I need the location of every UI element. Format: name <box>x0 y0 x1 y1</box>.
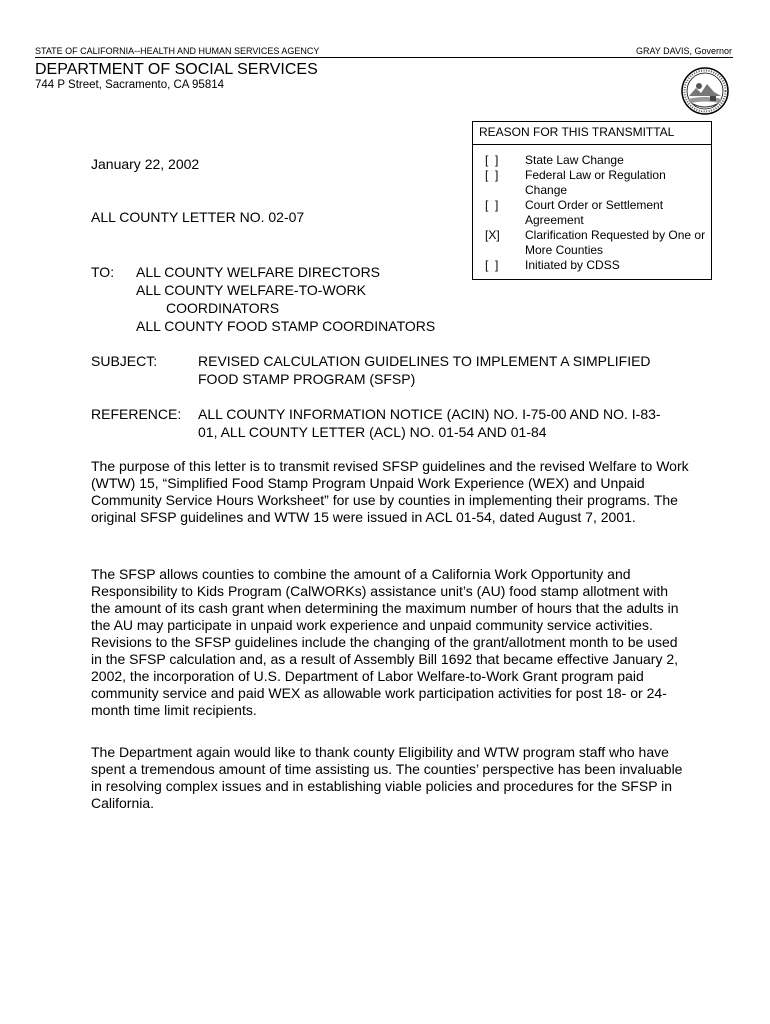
department-name: DEPARTMENT OF SOCIAL SERVICES <box>35 61 318 78</box>
recipient-list <box>136 263 435 335</box>
reason-label: Initiated by CDSS <box>525 258 620 272</box>
reference-label: REFERENCE: <box>91 406 182 422</box>
reason-checkbox: [X] <box>485 228 500 242</box>
reason-label: Federal Law or Regulation Change <box>525 168 666 197</box>
body-paragraph-sfsp: The SFSP allows counties to combine the amount of a California Work Opportunity and Responsibility to Kids Program (CalWORKs) assistance unit’s (AU) food stamp allotment with the amount of its cash grant when determining the maximum number of hours that the adults in the AU may participate in unpaid work experience and unpaid community service activities. Revisions to the SFSP guidelines include the changing of the grant/allotment month to be used in the SFSP calculation and, as a result of Assembly Bill 1692 that became effective January 2, 2002, the incorporation of U.S. Department of Labor Welfare-to-Work Grant program paid community service and paid WEX as allowable work participation activities for post 18- or 24-month time limit recipients. <box>91 566 679 718</box>
reason-for-transmittal-box <box>472 121 712 280</box>
governor-name: GRAY DAVIS, Governor <box>635 46 732 56</box>
reason-checkbox: [ ] <box>485 258 499 272</box>
letter-number: ALL COUNTY LETTER NO. 02-07 <box>91 209 305 225</box>
subject-label: SUBJECT: <box>91 353 158 369</box>
recipient-line: ALL COUNTY WELFARE DIRECTORS <box>136 264 381 280</box>
reason-checkbox: [ ] <box>485 198 499 212</box>
agency-name: STATE OF CALIFORNIA--HEALTH AND HUMAN SERVICES AGENCY <box>35 46 320 56</box>
reason-box-divider <box>473 144 711 145</box>
body-paragraph-thanks: The Department again would like to thank county Eligibility and WTW program staff who have spent a tremendous amount of time assisting us. The counties’ perspective has been invaluable in resolving complex issues and in establishing viable policies and procedures for the SFSP in California. <box>91 744 683 811</box>
subject-text: REVISED CALCULATION GUIDELINES TO IMPLEMENT A SIMPLIFIED FOOD STAMP PROGRAM (SFSP) <box>198 353 651 387</box>
reason-checkbox: [ ] <box>485 168 499 182</box>
recipient-line: ALL COUNTY WELFARE-TO-WORK <box>136 282 366 298</box>
reason-box-title: REASON FOR THIS TRANSMITTAL <box>479 125 675 139</box>
reason-label: State Law Change <box>525 153 624 167</box>
recipient-line: ALL COUNTY FOOD STAMP COORDINATORS <box>136 318 436 334</box>
reason-label: Clarification Requested by One or More Counties <box>525 228 706 257</box>
header-rule <box>35 57 733 58</box>
department-address: 744 P Street, Sacramento, CA 95814 <box>35 79 225 91</box>
reason-checkbox: [ ] <box>485 153 499 167</box>
to-label: TO: <box>91 264 115 280</box>
reason-label: Court Order or Settlement Agreement <box>525 198 664 227</box>
letter-date: January 22, 2002 <box>91 156 200 172</box>
reference-text: ALL COUNTY INFORMATION NOTICE (ACIN) NO. I-75-00 AND NO. I-83-01, ALL COUNTY LETTER (ACL) NO. 01-54 AND 01-84 <box>198 406 661 440</box>
body-paragraph-purpose: The purpose of this letter is to transmit revised SFSP guidelines and the revised Welfare to Work (WTW) 15, “Simplified Food Stamp Program Unpaid Work Experience (WEX) and Unpaid Community Service Hours Worksheet” for use by counties in implementing their programs. The original SFSP guidelines and WTW 15 were issued in ACL 01-54, dated August 7, 2001. <box>91 458 689 525</box>
state-seal-icon <box>680 66 730 116</box>
recipient-line: COORDINATORS <box>166 300 280 316</box>
